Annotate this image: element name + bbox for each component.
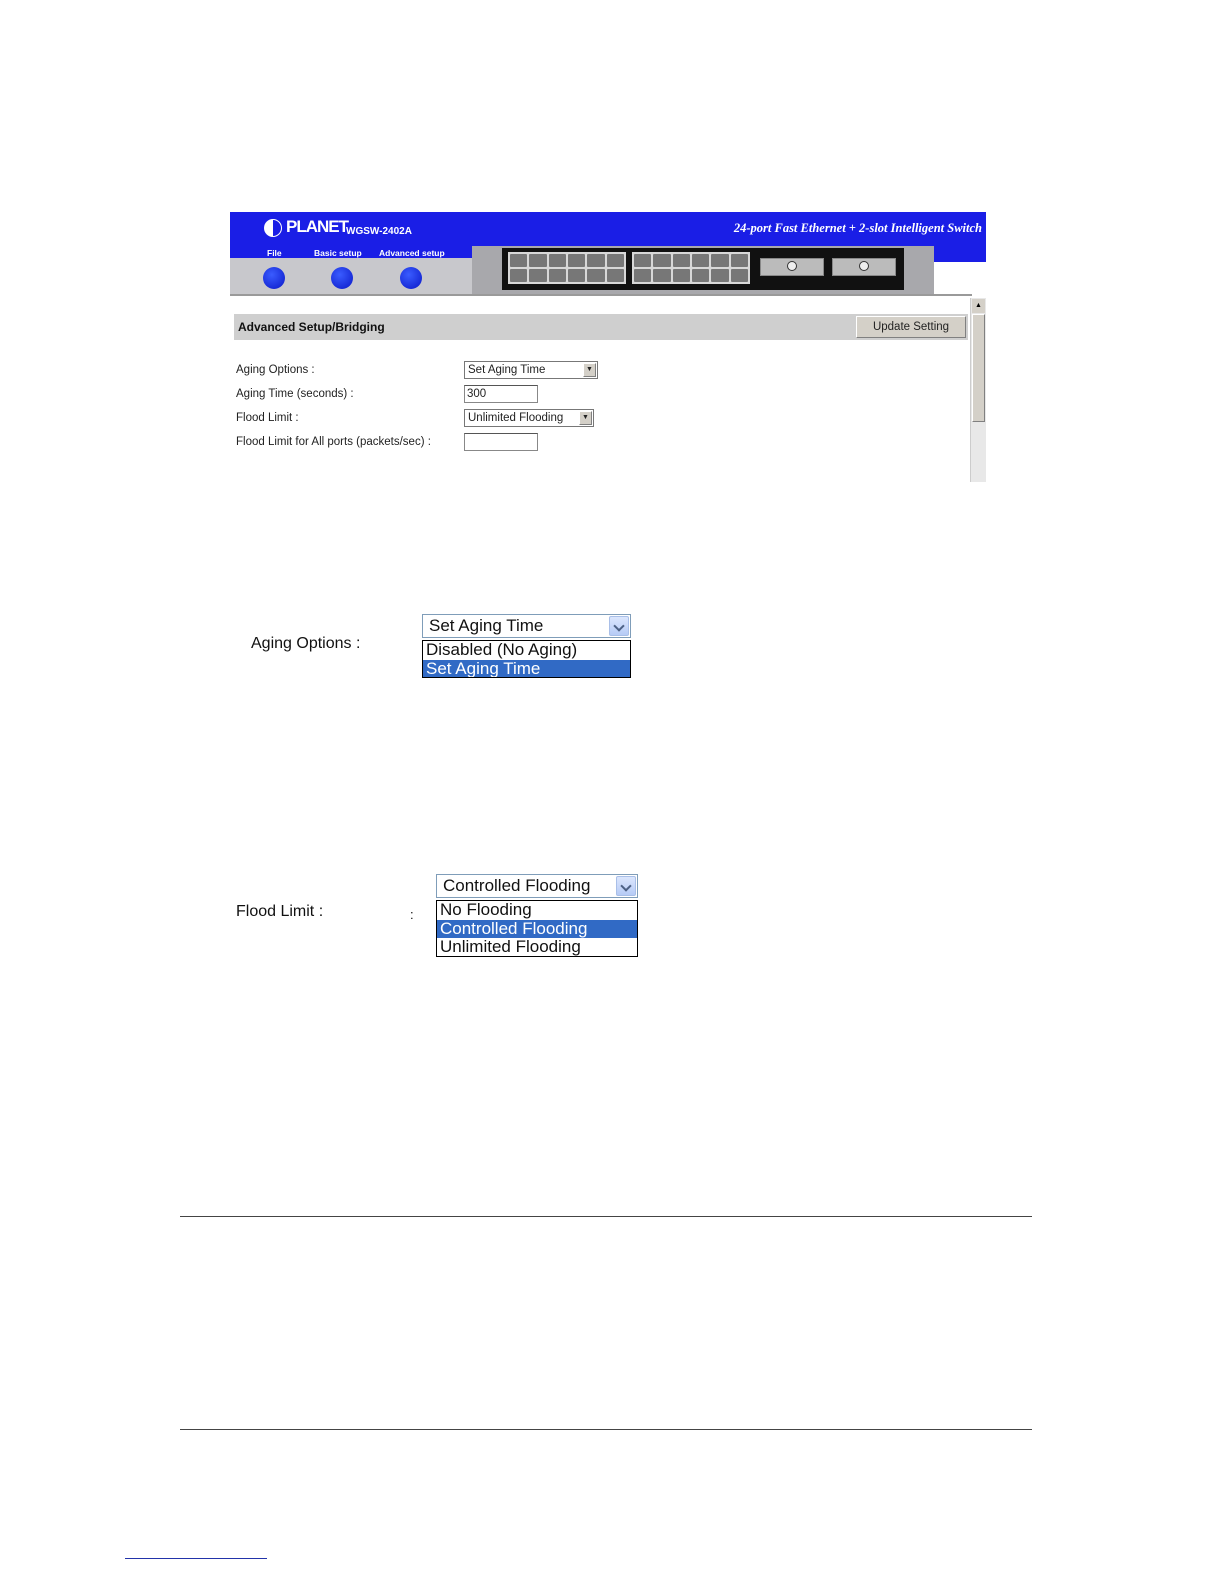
option-set-aging-time[interactable]: Set Aging Time (423, 660, 630, 679)
nav-file-button[interactable] (263, 267, 285, 289)
aging-options-dropdown[interactable]: Set Aging Time (422, 614, 631, 638)
header-banner (230, 212, 986, 246)
scroll-thumb[interactable] (972, 314, 985, 422)
aging-options-dropdown-label: Aging Options : (251, 635, 361, 652)
chevron-down-icon[interactable] (616, 876, 636, 896)
flood-limit-dropdown-label: Flood Limit : (236, 903, 324, 920)
flood-limit-list (436, 900, 638, 957)
planet-logo-icon (264, 219, 282, 237)
aging-time-input[interactable]: 300 (464, 385, 538, 403)
vertical-scrollbar[interactable] (970, 298, 986, 482)
nav-item-advanced-setup-label[interactable]: Advanced setup (379, 248, 445, 258)
switch-front-panel (472, 246, 934, 294)
flood-limit-select[interactable]: Unlimited Flooding ▼ (464, 409, 594, 427)
port-block-13-24[interactable] (632, 252, 750, 284)
flood-limit-dropdown[interactable]: Controlled Flooding (436, 874, 638, 898)
aging-options-select[interactable]: Set Aging Time ▼ (464, 361, 598, 379)
dropdown-arrow-icon: ▼ (579, 411, 592, 425)
divider-bottom (180, 1429, 1032, 1430)
flood-limit-label: Flood Limit : (236, 412, 299, 424)
nav-item-file-label[interactable]: File (267, 248, 282, 258)
scroll-up-arrow-icon[interactable]: ▲ (972, 299, 985, 313)
expansion-slot-1[interactable] (760, 258, 824, 276)
main-content (230, 298, 970, 482)
divider-top (180, 1216, 1032, 1217)
aging-time-label: Aging Time (seconds) : (236, 388, 354, 400)
flood-limit-separator: : (410, 907, 414, 922)
product-tagline: 24-port Fast Ethernet + 2-slot Intelligent Switch (733, 221, 982, 235)
update-setting-button[interactable]: Update Setting (856, 316, 966, 338)
expansion-slot-2[interactable] (832, 258, 896, 276)
option-disabled-no-aging[interactable]: Disabled (No Aging) (426, 640, 578, 659)
nav-menu (230, 246, 472, 294)
option-controlled-flooding[interactable]: Controlled Flooding (437, 920, 637, 939)
model-name: WGSW-2402A (346, 226, 412, 237)
nav-basic-setup-button[interactable] (331, 267, 353, 289)
option-unlimited-flooding[interactable]: Unlimited Flooding (440, 937, 581, 956)
nav-advanced-setup-button[interactable] (400, 267, 422, 289)
dropdown-arrow-icon: ▼ (583, 363, 596, 377)
brand-logo: PLANET (286, 217, 348, 236)
flood-limit-all-input[interactable] (464, 433, 538, 451)
port-block-1-12[interactable] (508, 252, 626, 284)
aging-options-label: Aging Options : (236, 364, 315, 376)
option-no-flooding[interactable]: No Flooding (440, 900, 532, 919)
section-header (234, 314, 968, 340)
switch-web-ui-screenshot (230, 212, 986, 482)
flood-limit-all-label: Flood Limit for All ports (packets/sec) : (236, 436, 431, 448)
footnote-rule (125, 1558, 267, 1559)
aging-options-list (422, 640, 631, 678)
chevron-down-icon[interactable] (609, 616, 629, 636)
nav-bar (230, 246, 986, 294)
nav-item-basic-setup-label[interactable]: Basic setup (314, 248, 362, 258)
section-title: Advanced Setup/Bridging (238, 320, 385, 334)
